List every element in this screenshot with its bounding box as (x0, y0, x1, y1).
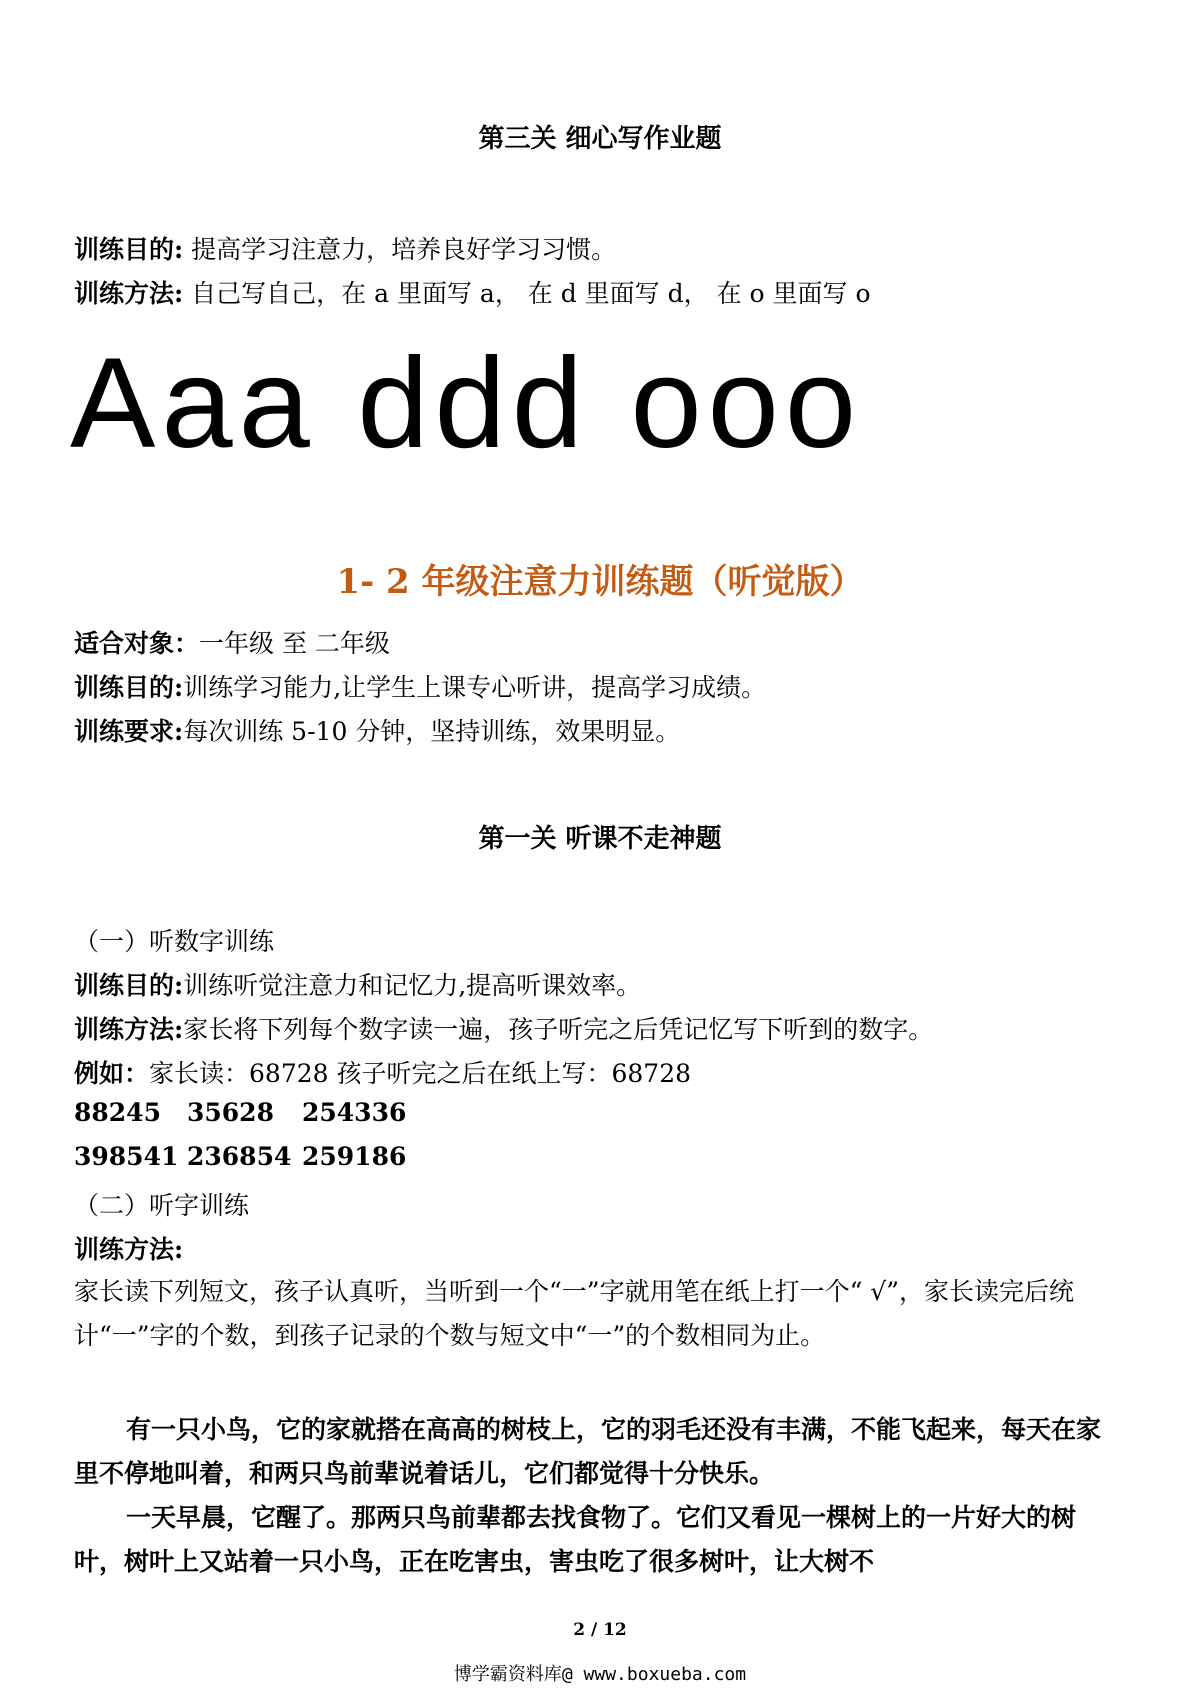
auditory-target (74, 624, 390, 660)
requirement-label: 训练要求: (74, 717, 184, 746)
method-text: 自己写自己，在 a 里面写 a， 在 d 里面写 d， 在 o 里面写 o (183, 279, 871, 308)
purpose-text: 提高学习注意力，培养良好学习习惯。 (183, 235, 617, 264)
method-text: 家长将下列每个数字读一遍，孩子听完之后凭记忆写下听到的数字。 (183, 1015, 934, 1044)
method2-label (74, 1230, 183, 1266)
number-item: 236854 (187, 1142, 292, 1171)
number-item: 88245 (74, 1098, 161, 1127)
example-text: 家长读：68728 孩子听完之后在纸上写：68728 (149, 1059, 692, 1088)
number-item: 259186 (302, 1142, 407, 1171)
section3-method (74, 274, 871, 310)
number-item: 398541 (74, 1142, 179, 1171)
method-label: 训练方法: (74, 1015, 184, 1044)
target-text: 一年级 至 二年级 (199, 629, 390, 658)
auditory-requirement (74, 712, 680, 748)
part1-heading: （一）听数字训练 (74, 927, 275, 956)
purpose-label: 训练目的: (74, 673, 184, 702)
auditory-purpose (74, 668, 766, 704)
section1-purpose (74, 966, 641, 1002)
method-label: 训练方法: (74, 279, 184, 308)
purpose-text: 训练学习能力,让学生上课专心听讲，提高学习成绩。 (183, 673, 767, 702)
site-watermark: 博学霸资料库@ www.boxueba.com (453, 1664, 747, 1685)
story-paragraph-2: 一天早晨，它醒了。那两只鸟前辈都去找食物了。它们又看见一棵树上的一片好大的树叶，树叶上又站着一只小鸟，正在吃害虫，害虫吃了很多树叶，让大树不 (74, 1503, 1077, 1576)
section3-purpose (74, 230, 616, 266)
auditory-title: 1- 2 年级注意力训练题（听觉版） (336, 562, 864, 602)
section1-title: 第一关 听课不走神题 (478, 824, 722, 854)
purpose-label: 训练目的: (74, 235, 184, 264)
example-label: 例如： (74, 1059, 150, 1088)
method-label: 训练方法: (74, 1235, 184, 1264)
section3-title: 第三关 细心写作业题 (478, 124, 722, 154)
number-item: 35628 (187, 1098, 274, 1127)
target-label: 适合对象： (74, 629, 200, 658)
section1-method (74, 1010, 933, 1046)
number-item: 254336 (302, 1098, 407, 1127)
purpose-label: 训练目的: (74, 971, 184, 1000)
requirement-text: 每次训练 5-10 分钟，坚持训练，效果明显。 (183, 717, 681, 746)
purpose-text: 训练听觉注意力和记忆力,提高听课效率。 (183, 971, 642, 1000)
part2-heading: （二）听字训练 (74, 1191, 250, 1220)
page-number: 2 / 12 (573, 1620, 627, 1640)
story-paragraph-1: 有一只小鸟，它的家就搭在高高的树枝上，它的羽毛还没有丰满，不能飞起来，每天在家里不停地叫着，和两只鸟前辈说着话儿，它们都觉得十分快乐。 (74, 1415, 1102, 1488)
section1-example (74, 1054, 691, 1090)
tracing-letters: Aaa ddd ooo (70, 332, 862, 475)
method2-text: 家长读下列短文，孩子认真听，当听到一个“一”字就用笔在纸上打一个“ √”，家长读完后统计“一”字的个数，到孩子记录的个数与短文中“一”的个数相同为止。 (74, 1277, 1075, 1350)
